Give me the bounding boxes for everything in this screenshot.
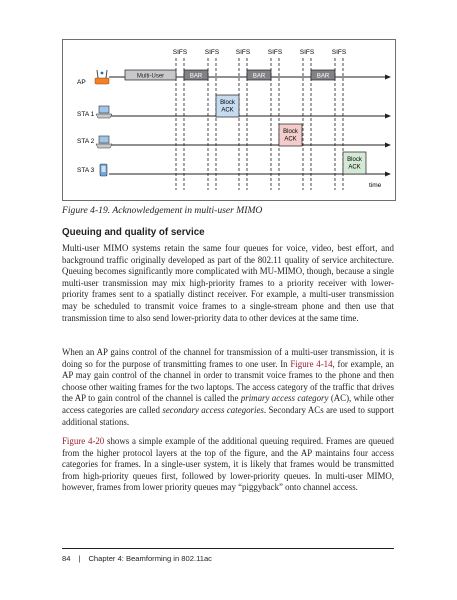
secondary-access-categories-term: secondary access categories (162, 404, 264, 415)
chapter-title: Chapter 4: Beamforming in 802.11ac (88, 554, 212, 563)
page-number: 84 (62, 554, 71, 563)
paragraph-2-text-a: When an AP gains control of the channel for transmission of a multi-user transmission, it is doing so for the purpose of transmitting frames to one user. In (62, 347, 394, 369)
sifs-label-2: SIFS (204, 49, 220, 56)
row-label-sta1: STA 1 (77, 111, 95, 118)
page-footer (62, 554, 212, 563)
paragraph-2-text-b: , for example, an AP may gain control of the channel in order to transmit voice frames to the phone and then choose other waiting frames for the two laptops. The access category of the traffic that drives the AP to gain control of the channel is called the (62, 358, 394, 404)
row-label-sta2: STA 2 (77, 138, 95, 145)
sifs-label-4: SIFS (267, 49, 283, 56)
paragraph-2-text-c: (AC), while other access categories are called (62, 393, 395, 415)
footer-separator: | (78, 554, 81, 563)
paragraph-3 (62, 436, 394, 494)
block-ack-sta2-line2: ACK (284, 136, 297, 143)
block-ack-sta1-line2: ACK (221, 107, 234, 114)
figure-4-14-link[interactable]: Figure 4-14 (290, 358, 333, 369)
laptop-icon (96, 106, 112, 118)
access-point-icon (95, 70, 109, 84)
time-axis-label: time (369, 182, 382, 189)
footer-rule (62, 548, 394, 549)
laptop-icon (96, 136, 112, 148)
block-ack-sta3-line1: Block (347, 157, 362, 163)
paragraph-1: Multi-user MIMO systems retain the same four queues for voice, video, best effort, and background traffic originally developed as part of the 802.11 quality of service architecture. Queuing becomes significantly more complicated with MU-MIMO, though, because a single multi-user transmission may mix high-priority frames to a priority receiver with lower-priority frames sent to a spatially distinct receiver. For example, a multi-user transmission may be scheduled to transmit voice frames to a single-stream phone and then use that transmission time to also send lower-priority data to other devices at the same time. (62, 243, 394, 323)
row-label-ap: AP (77, 79, 86, 86)
bar-frame-2-label: BAR (252, 73, 266, 80)
block-ack-sta2-line1: Block (283, 129, 298, 135)
block-ack-sta1 (216, 95, 239, 117)
row-arrowheads (385, 75, 391, 177)
paragraph-2-text-d: . Secondary ACs are used to support additional stations. (62, 404, 394, 427)
paragraph-3-text: shows a simple example of the additional queuing required. Frames are queued from the higher protocol layers at the top of the figure, and the AP maintains four access categories for frames. In a single-user system, it is likely that frames would be transmitted from high-priority queues first, followed by lower-priority queues. In multi-user MIMO, however, frames from lower priority queues may “piggyback” onto channel access. (62, 436, 394, 493)
row-label-sta3: STA 3 (77, 167, 95, 174)
figure-caption: Figure 4-19. Acknowledgement in multi-user MIMO (62, 205, 263, 216)
primary-access-category-term: primary access category (240, 393, 329, 404)
figure-4-19 (62, 39, 396, 201)
block-ack-sta2 (279, 124, 302, 146)
multi-user-frame-label: Multi-User (136, 73, 165, 80)
timing-diagram (63, 40, 395, 200)
sifs-label-1: SIFS (172, 49, 188, 56)
sifs-label-3: SIFS (235, 49, 251, 56)
phone-icon (100, 164, 107, 176)
bar-frame-3-label: BAR (316, 73, 330, 80)
block-ack-sta3 (343, 152, 366, 174)
block-ack-sta1-line1: Block (220, 100, 235, 106)
section-heading: Queuing and quality of service (62, 227, 205, 238)
figure-4-20-link[interactable]: Figure 4-20 (62, 436, 105, 446)
sifs-label-5: SIFS (299, 49, 315, 56)
sifs-label-6: SIFS (331, 49, 347, 56)
bar-frame-1-label: BAR (189, 73, 203, 80)
block-ack-sta3-line2: ACK (348, 164, 361, 171)
paragraph-2 (62, 347, 394, 428)
